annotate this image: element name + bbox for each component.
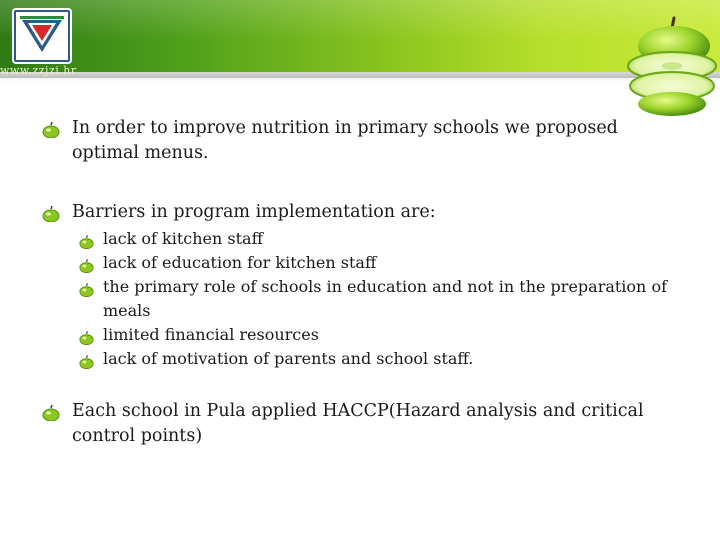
header-stripe-light: [0, 78, 720, 82]
apple-bullet-icon: [79, 328, 94, 342]
apple-bullet-icon: [42, 121, 60, 137]
apple-bullet-icon: [79, 280, 94, 294]
apple-bullet-icon: [79, 256, 94, 270]
bullet-item-1: [42, 116, 682, 166]
sub-bullet-item: [79, 347, 682, 371]
sub-bullet-item: [79, 275, 682, 323]
apple-bullet-icon: [79, 232, 94, 246]
sub-bullet-text: the primary role of schools in education and not in the preparation of meals: [103, 277, 667, 320]
bullet-text: In order to improve nutrition in primary schools we proposed optimal menus.: [72, 118, 618, 163]
sub-bullet-text: lack of motivation of parents and school staff.: [103, 349, 474, 368]
sub-bullet-item: [79, 323, 682, 347]
bullet-item-2: [42, 200, 682, 225]
apple-bullet-icon: [42, 404, 60, 420]
bullet-list: [42, 116, 682, 449]
sub-bullet-item: [79, 227, 682, 251]
sub-bullet-text: limited financial resources: [103, 325, 319, 344]
apple-bullet-icon: [42, 205, 60, 221]
green-apple-icon: [622, 16, 720, 120]
bullet-text: Barriers in program implementation are:: [72, 202, 436, 222]
bullet-item-3: [42, 399, 682, 449]
bullet-text: Each school in Pula applied HACCP(Hazard analysis and critical control points): [72, 401, 644, 446]
apple-bullet-icon: [79, 352, 94, 366]
header-shine: [0, 0, 720, 40]
sub-bullet-text: lack of education for kitchen staff: [103, 253, 377, 272]
sub-bullet-text: lack of kitchen staff: [103, 229, 263, 248]
sub-bullet-item: [79, 251, 682, 275]
institute-logo-icon: [14, 10, 70, 62]
sub-bullet-list: [79, 227, 682, 371]
header-banner: [0, 0, 720, 76]
header-url[interactable]: www.zzjzi.hr: [0, 64, 77, 77]
